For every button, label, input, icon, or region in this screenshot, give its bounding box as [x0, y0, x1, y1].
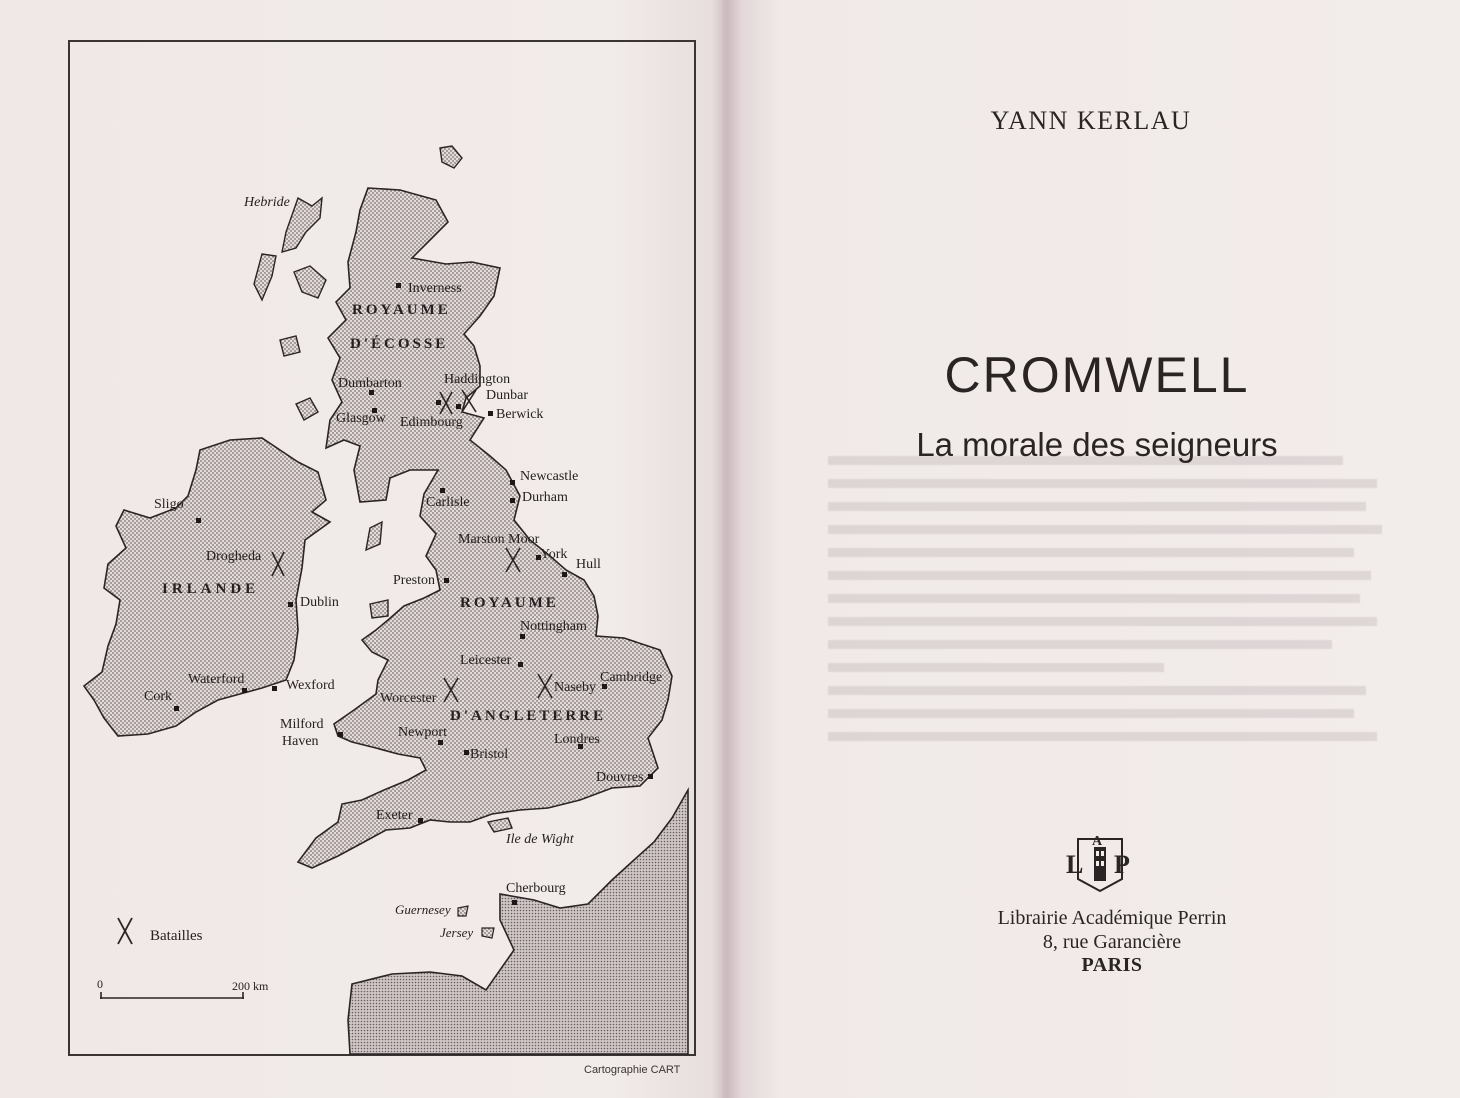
label-naseby: Naseby [554, 680, 596, 695]
label-edimbourg: Edimbourg [400, 415, 463, 430]
label-dublin: Dublin [300, 595, 339, 610]
label-douvres: Douvres [596, 770, 644, 785]
label-ile-de-wight: Ile de Wight [506, 832, 574, 847]
label-newport: Newport [398, 725, 447, 740]
scale-start-label: 0 [97, 977, 103, 991]
label-ireland: IRLANDE [162, 581, 260, 597]
label-milford: Milford [280, 717, 324, 732]
mull-island [296, 398, 318, 420]
book-subtitle: La morale des seigneurs [916, 426, 1278, 463]
label-hull: Hull [576, 557, 601, 572]
label-londres: Londres [554, 732, 600, 747]
label-worcester: Worcester [380, 691, 437, 706]
label-scotland-line2: D'ÉCOSSE [350, 336, 449, 352]
anglesey-island [370, 600, 388, 618]
publisher-city: PARIS [1081, 954, 1143, 976]
label-waterford: Waterford [188, 672, 245, 687]
label-drogheda: Drogheda [206, 549, 262, 564]
map-credit: Cartographie CART [584, 1064, 681, 1076]
label-cambridge: Cambridge [600, 670, 663, 685]
label-england-line1: ROYAUME [460, 595, 559, 611]
label-dunbar: Dunbar [486, 388, 528, 403]
skye-island [294, 266, 326, 298]
label-jersey: Jersey [440, 925, 474, 940]
islay-island [280, 336, 300, 356]
great-britain-landmass [298, 188, 672, 868]
label-marston-moor: Marston Moor [458, 532, 540, 547]
orkney-islands [440, 146, 462, 168]
lewis-island [254, 254, 276, 300]
scale-bar [100, 992, 244, 999]
guernsey-island [458, 906, 468, 916]
svg-text:L: L [1066, 850, 1084, 879]
show-through-text [828, 456, 1388, 755]
label-hebride: Hebride [244, 195, 290, 210]
label-berwick: Berwick [496, 407, 544, 422]
legend-battle-icon [118, 918, 132, 944]
label-dumbarton: Dumbarton [338, 376, 402, 391]
publisher-logo [1060, 833, 1140, 895]
publisher-name: Librairie Académique Perrin [997, 907, 1227, 929]
label-scotland-line1: ROYAUME [352, 302, 451, 318]
scale-end-label: 200 km [232, 979, 269, 993]
label-glasgow: Glasgow [336, 411, 386, 426]
label-cherbourg: Cherbourg [506, 881, 566, 896]
british-isles-map [0, 0, 722, 1098]
label-wexford: Wexford [286, 678, 335, 693]
author-name: YANN KERLAU [990, 106, 1192, 135]
label-sligo: Sligo [154, 497, 184, 512]
label-carlisle: Carlisle [426, 495, 470, 510]
label-leicester: Leicester [460, 653, 512, 668]
isle-of-wight [488, 818, 512, 832]
label-nottingham: Nottingham [520, 619, 587, 634]
legend-label: Batailles [150, 928, 203, 944]
label-guernesey: Guernesey [395, 902, 451, 917]
label-york: York [540, 547, 568, 562]
label-durham: Durham [522, 490, 568, 505]
label-inverness: Inverness [408, 281, 462, 296]
label-haddington: Haddington [444, 372, 511, 387]
label-england-line2: D'ANGLETERRE [450, 708, 607, 724]
svg-text:A: A [1092, 834, 1103, 849]
jersey-island [482, 928, 494, 938]
book-title: CROMWELL [944, 347, 1250, 403]
svg-text:P: P [1114, 850, 1130, 879]
label-newcastle: Newcastle [520, 469, 579, 484]
label-bristol: Bristol [470, 747, 509, 762]
label-preston: Preston [393, 573, 435, 588]
label-cork: Cork [144, 689, 172, 704]
label-exeter: Exeter [376, 808, 413, 823]
publisher-address: 8, rue Garancière [1042, 931, 1182, 953]
isle-of-man [366, 522, 382, 550]
label-haven: Haven [282, 734, 319, 749]
